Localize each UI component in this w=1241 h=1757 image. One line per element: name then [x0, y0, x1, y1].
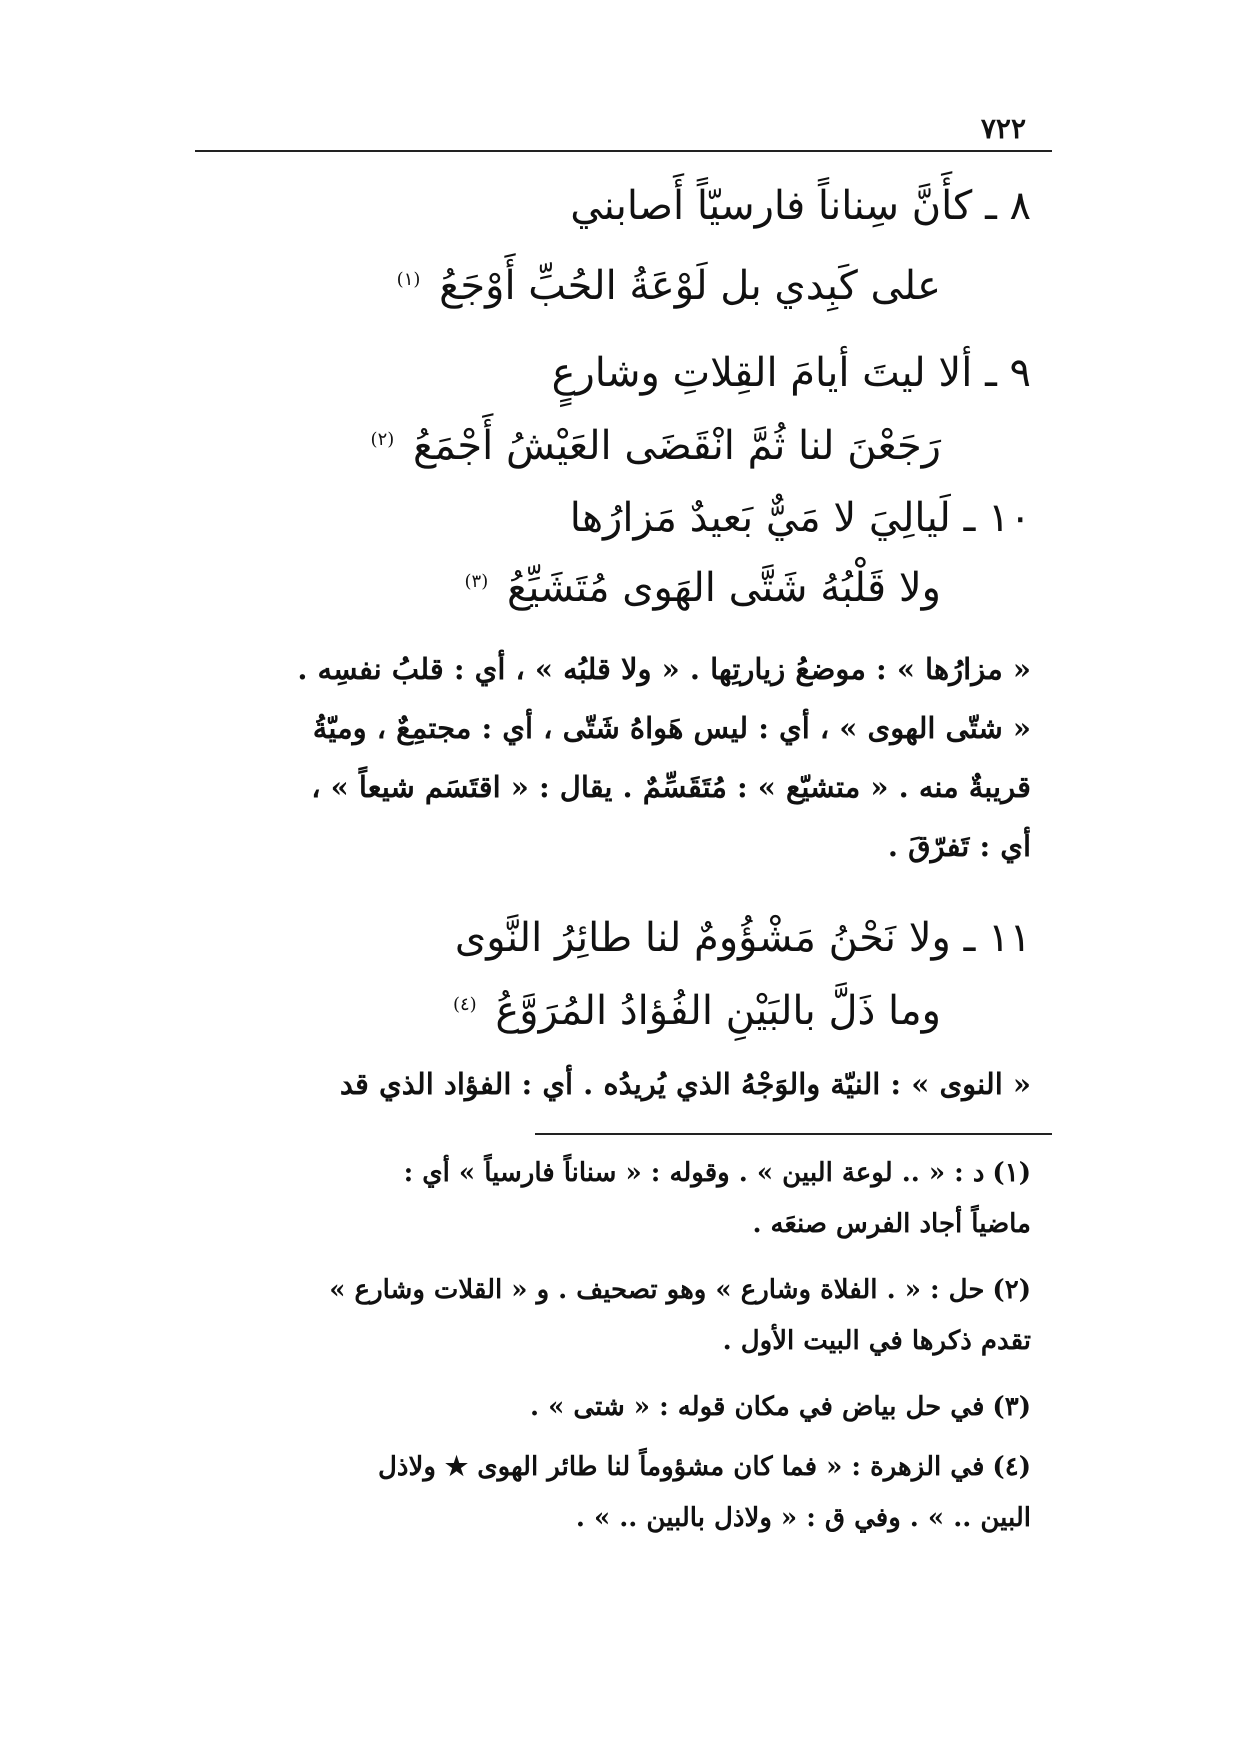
verse-9-first-hemistich [552, 350, 1031, 396]
verse-9-second-hemistich [371, 423, 941, 469]
footnote-marker: (٣) [464, 570, 489, 592]
commentary-line: « مزارُها » : موضعُ زيارتِها . « ولا قلبُه » ، أي : قلبُ نفسِه . [297, 652, 1031, 686]
verse-text: ولا قَلْبُهُ شَتَّى الهَوى مُتَشَيِّعُ [506, 565, 941, 611]
footnote-rule [535, 1133, 1052, 1135]
footnote-text: البين .. » . وفي ق : « ولاذل بالبين .. » . [575, 1503, 1031, 1533]
footnote-text: في حل بياض في مكان قوله : « شتى » . [530, 1392, 985, 1422]
footnote-number: (١) [992, 1158, 1031, 1188]
commentary-block [186, 1055, 1031, 1114]
footnote-text: ماضياً أجاد الفرس صنعَه . [752, 1209, 1031, 1239]
footnote-text: في الزهرة : « فما كان مشؤوماً لنا طائر الهوى ★ ولاذل [378, 1452, 985, 1482]
footnote-4 [186, 1442, 1031, 1544]
verse-text: لَيالِيَ لا مَيٌّ بَعيدٌ مَزارُها [569, 495, 951, 541]
verse-text: على كَبِدي بل لَوْعَةُ الحُبِّ أَوْجَعُ [439, 263, 941, 309]
footnote-text: د : « .. لوعة البين » . وقوله : « سناناً فارسياً » أي : [403, 1158, 985, 1188]
page-number: ٧٢٢ [980, 112, 1026, 145]
commentary-line: أي : تَفرّقَ . [887, 829, 1031, 863]
footnote-number: (٢) [992, 1275, 1031, 1305]
verse-number: ٨ ـ [985, 183, 1031, 229]
footnote-text: حل : « . الفلاة وشارع » وهو تصحيف . و « القلات وشارع » [329, 1275, 985, 1305]
verse-text: وما ذَلَّ بالبَيْنِ الفُؤادُ المُرَوَّعُ [495, 988, 941, 1034]
verse-10-second-hemistich [465, 565, 942, 611]
footnote-2 [186, 1265, 1031, 1367]
footnote-3 [186, 1382, 1031, 1433]
verse-text: ولا نَحْنُ مَشْؤُومٌ لنا طائِرُ النَّوى [454, 915, 951, 961]
footnote-number: (٣) [992, 1392, 1031, 1422]
verse-text: رَجَعْنَ لنا ثُمَّ انْقَضَى العَيْشُ أَجْمَعُ [413, 423, 941, 469]
verse-8-first-hemistich [570, 183, 1031, 229]
footnote-number: (٤) [992, 1452, 1031, 1482]
footnote-1 [186, 1148, 1031, 1250]
footnote-text: تقدم ذكرها في البيت الأول . [722, 1326, 1031, 1356]
verse-11-first-hemistich [455, 915, 1031, 961]
footnote-marker: (١) [396, 268, 421, 290]
verse-8-second-hemistich [397, 263, 941, 309]
commentary-line: قريبةٌ منه . « متشيّع » : مُتَقَسِّمٌ . يقال : « اقتَسَم شيعاً » ، [311, 770, 1031, 804]
header-rule [195, 150, 1052, 152]
footnote-marker: (٤) [452, 993, 477, 1015]
commentary-line: « النوى » : النيّة والوَجْهُ الذي يُريدُه . أي : الفؤاد الذي قد [339, 1067, 1031, 1101]
verse-number: ١٠ ـ [963, 495, 1031, 541]
verse-text: كأَنَّ سِناناً فارسيّاً أَصابني [570, 183, 973, 229]
verse-10-first-hemistich [570, 495, 1031, 541]
verse-11-second-hemistich [453, 988, 941, 1034]
verse-number: ٩ ـ [985, 350, 1031, 396]
footnote-marker: (٢) [370, 428, 395, 450]
verse-text: ألا ليتَ أيامَ القِلاتِ وشارعٍ [551, 350, 973, 396]
commentary-line: « شتّى الهوى » ، أي : ليس هَواهُ شَتّى ، أي : مجتمِعٌ ، وميّةُ [312, 711, 1031, 745]
verse-number: ١١ ـ [963, 915, 1031, 961]
commentary-block [186, 640, 1031, 876]
